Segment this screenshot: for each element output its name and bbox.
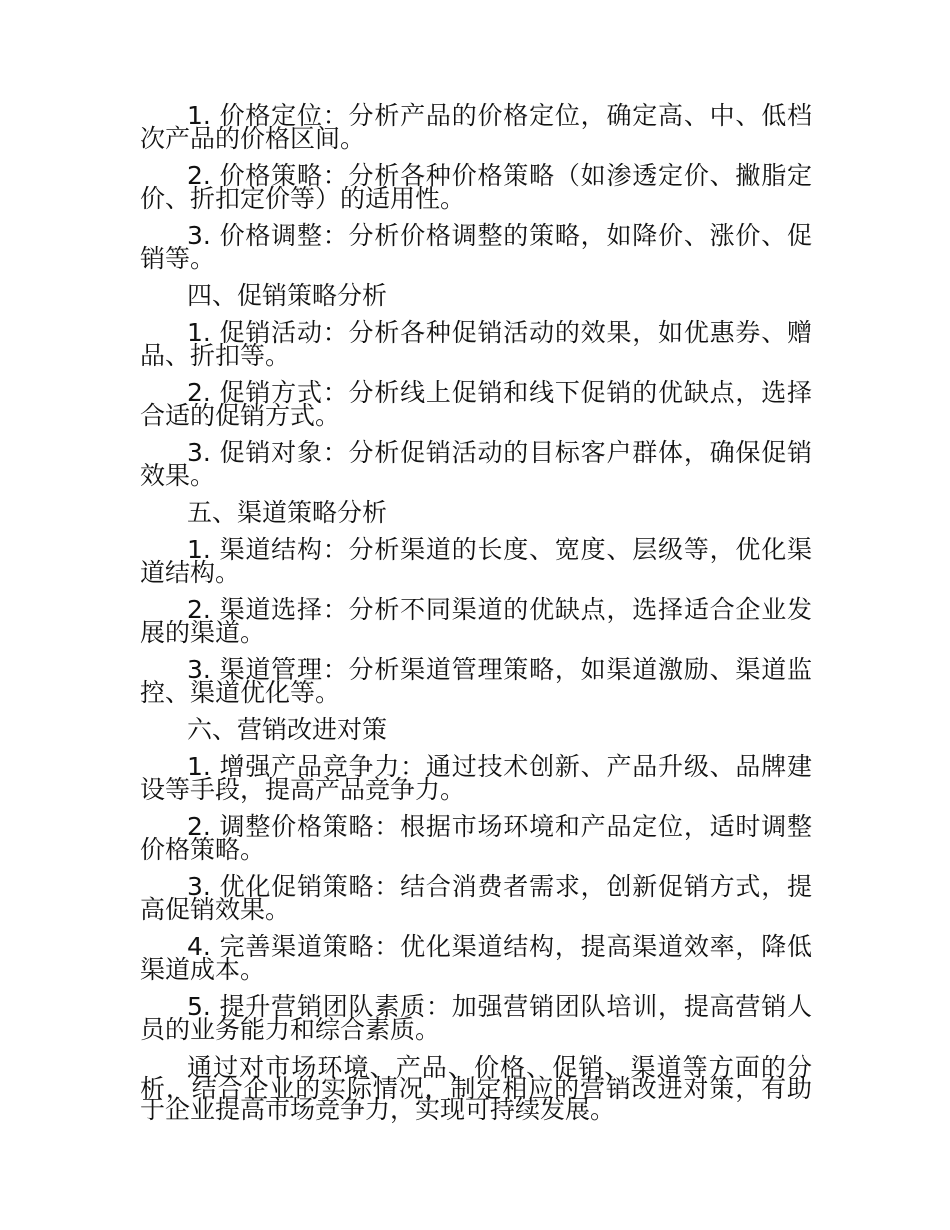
paragraph-price-positioning: 1. 价格定位：分析产品的价格定位，确定高、中、低档次产品的价格区间。 xyxy=(140,101,812,153)
section-heading-channel: 五、渠道策略分析 xyxy=(187,498,388,527)
paragraph-product-competitiveness: 1. 增强产品竞争力：通过技术创新、产品升级、品牌建设等手段，提高产品竞争力。 xyxy=(140,752,812,804)
section-heading-improvement: 六、营销改进对策 xyxy=(187,715,388,744)
paragraph-channel-selection: 2. 渠道选择：分析不同渠道的优缺点，选择适合企业发展的渠道。 xyxy=(140,595,812,647)
paragraph-promotion-methods: 2. 促销方式：分析线上促销和线下促销的优缺点，选择合适的促销方式。 xyxy=(140,378,812,430)
paragraph-promotion-activities: 1. 促销活动：分析各种促销活动的效果，如优惠券、赠品、折扣等。 xyxy=(140,318,812,370)
paragraph-conclusion: 通过对市场环境、产品、价格、促销、渠道等方面的分析，结合企业的实际情况，制定相应的营销改进对策，有助于企业提高市场竞争力，实现可持续发展。 xyxy=(140,1053,812,1124)
paragraph-team-quality: 5. 提升营销团队素质：加强营销团队培训，提高营销人员的业务能力和综合素质。 xyxy=(140,992,812,1044)
paragraph-adjust-price: 2. 调整价格策略：根据市场环境和产品定位，适时调整价格策略。 xyxy=(140,812,812,864)
paragraph-channel-management: 3. 渠道管理：分析渠道管理策略，如渠道激励、渠道监控、渠道优化等。 xyxy=(140,655,812,707)
document-page xyxy=(140,101,812,1134)
paragraph-optimize-promotion: 3. 优化促销策略：结合消费者需求，创新促销方式，提高促销效果。 xyxy=(140,872,812,924)
paragraph-promotion-targets: 3. 促销对象：分析促销活动的目标客户群体，确保促销效果。 xyxy=(140,438,812,490)
paragraph-price-adjustment: 3. 价格调整：分析价格调整的策略，如降价、涨价、促销等。 xyxy=(140,221,812,273)
paragraph-improve-channel: 4. 完善渠道策略：优化渠道结构，提高渠道效率，降低渠道成本。 xyxy=(140,932,812,984)
paragraph-price-strategy: 2. 价格策略：分析各种价格策略（如渗透定价、撇脂定价、折扣定价等）的适用性。 xyxy=(140,161,812,213)
section-heading-promotion: 四、促销策略分析 xyxy=(187,281,388,310)
paragraph-channel-structure: 1. 渠道结构：分析渠道的长度、宽度、层级等，优化渠道结构。 xyxy=(140,535,812,587)
